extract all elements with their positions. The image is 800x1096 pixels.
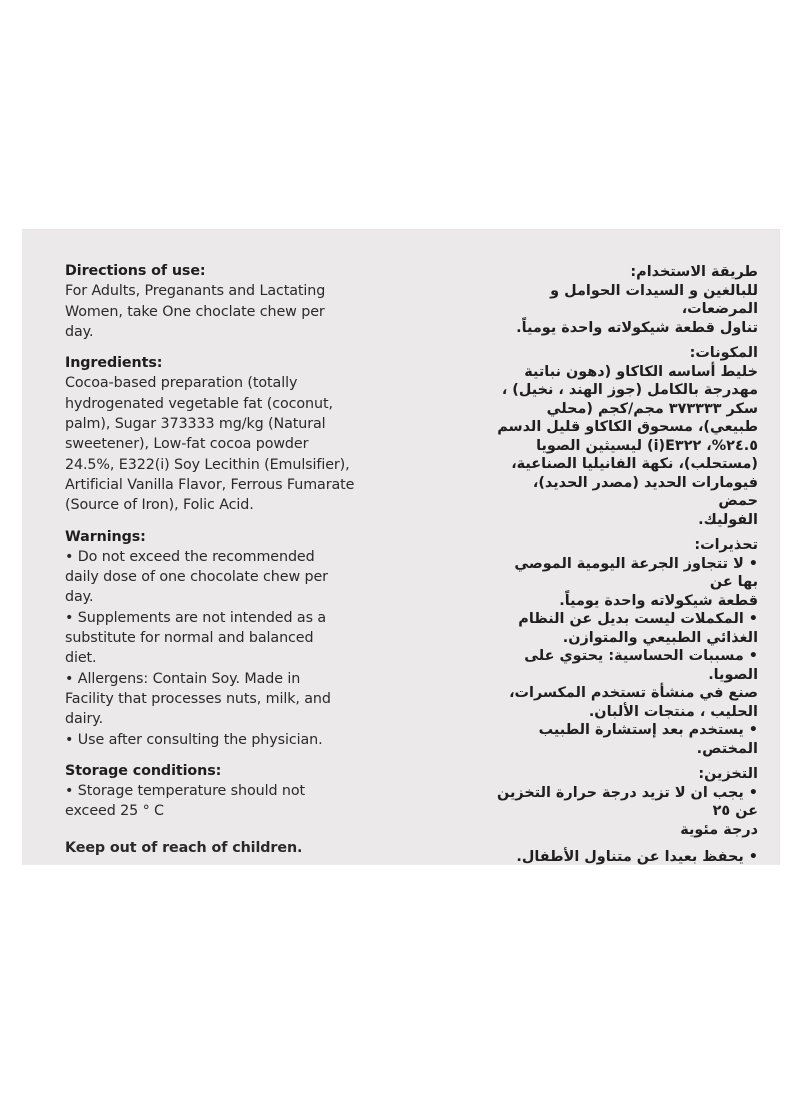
arabic-warnings-line: المختص. [696,740,758,757]
arabic-storage-line: درجة مئوية [680,821,758,838]
arabic-ingredients-line: (مستحلب)، نكهة الفانيليا الصناعية، [511,456,758,472]
warnings-line: daily dose of one chocolate chew per [65,569,328,586]
arabic-ingredients-section [492,344,758,529]
ingredients-section [65,353,385,515]
arabic-warnings-heading: تحذيرات: [694,537,758,553]
arabic-ingredients-line: مهدرجة بالكامل (جوز الهند ، نخيل) ، [501,382,758,398]
ingredients-line: palm), Sugar 373333 mg/kg (Natural [65,416,326,433]
storage-line: • Storage temperature should not [65,783,305,800]
arabic-warnings-section [492,536,758,758]
warnings-line: • Do not exceed the recommended [65,548,315,565]
warnings-line: dairy. [65,711,104,728]
arabic-ingredients-line: الفوليك. [698,511,758,528]
keep-out-of-reach-notice: Keep out of reach of children. [65,839,303,856]
warnings-line: • Use after consulting the physician. [65,731,323,748]
arabic-warnings-line: • المكملات ليست بديل عن النظام [518,611,758,627]
arabic-ingredients-line: فيومارات الحديد (مصدر الحديد)، حمض [532,474,758,509]
arabic-ingredients-line: خليط أساسه الكاكاو (دهون نباتية [524,363,758,380]
storage-line: exceed 25 ° C [65,803,164,820]
product-label-card [22,229,780,865]
warnings-line: • Allergens: Contain Soy. Made in [65,670,301,687]
arabic-warnings-line: • مسببات الحساسية: يحتوي على الصويا. [524,648,758,683]
storage-heading: Storage conditions: [65,762,222,779]
arabic-storage-line: • يجب ان لا تزيد درجة حرارة التخزين عن ٢٥ [497,784,758,819]
directions-section [65,261,385,342]
arabic-directions-section [492,263,758,337]
arabic-warnings-line: • يستخدم بعد إستشارة الطبيب [538,722,758,738]
ingredients-line: Cocoa-based preparation (totally [65,375,298,392]
arabic-ingredients-line: طبيعي)، مسحوق الكاكاو قليل الدسم [497,419,758,435]
arabic-directions-heading: طريقة الاستخدام: [630,264,758,280]
arabic-directions-line: تناول قطعة شيكولاته واحدة يومياً. [516,319,758,336]
ingredients-line: (Source of Iron), Folic Acid. [65,497,254,514]
arabic-ingredients-line: ٢٤.٥%، E٣٢٢(i) ليسيثين الصويا [536,437,758,454]
warnings-heading: Warnings: [65,528,146,545]
arabic-keep-out-of-reach-notice: • يحفظ بعيدا عن متناول الأطفال. [516,849,758,865]
directions-heading: Directions of use: [65,263,206,279]
warnings-line: day. [65,589,94,606]
arabic-warnings-line: • لا تتجاوز الجرعة اليومية الموصي بها عن [514,555,758,590]
arabic-storage-heading: التخزين: [698,766,758,782]
ingredients-line: Artificial Vanilla Flavor, Ferrous Fumarate [65,476,355,493]
arabic-warnings-line: صنع في منشأة تستخدم المكسرات، [509,685,758,701]
arabic-warnings-line: الحليب ، منتجات الألبان. [588,703,758,720]
arabic-storage-section [492,765,758,839]
arabic-directions-line: للبالغين و السيدات الحوامل و المرضعات، [550,282,758,317]
warnings-line: substitute for normal and balanced [65,630,314,647]
arabic-warnings-line: قطعة شيكولاته واحدة يومياً. [559,592,758,609]
english-column [65,261,385,858]
arabic-column [492,263,758,867]
directions-line: Women, take One choclate chew per [65,303,325,320]
arabic-ingredients-line: سكر ٣٧٣٣٣٣ مجم/كجم (محلي [546,400,758,417]
ingredients-line: 24.5%, E322(i) Soy Lecithin (Emulsifier), [65,456,350,473]
ingredients-heading: Ingredients: [65,355,163,372]
storage-section [65,761,385,822]
warnings-line: • Supplements are not intended as a [65,609,327,626]
directions-line: day. [65,323,94,340]
arabic-ingredients-heading: المكونات: [689,345,758,361]
ingredients-line: sweetener), Low-fat cocoa powder [65,436,309,453]
ingredients-line: hydrogenated vegetable fat (coconut, [65,395,333,412]
arabic-warnings-line: الغذائي الطبيعي والمتوازن. [562,629,758,646]
warnings-line: Facility that processes nuts, milk, and [65,690,331,707]
directions-line: For Adults, Preganants and Lactating [65,283,326,300]
warnings-line: diet. [65,650,97,667]
warnings-section [65,527,385,750]
